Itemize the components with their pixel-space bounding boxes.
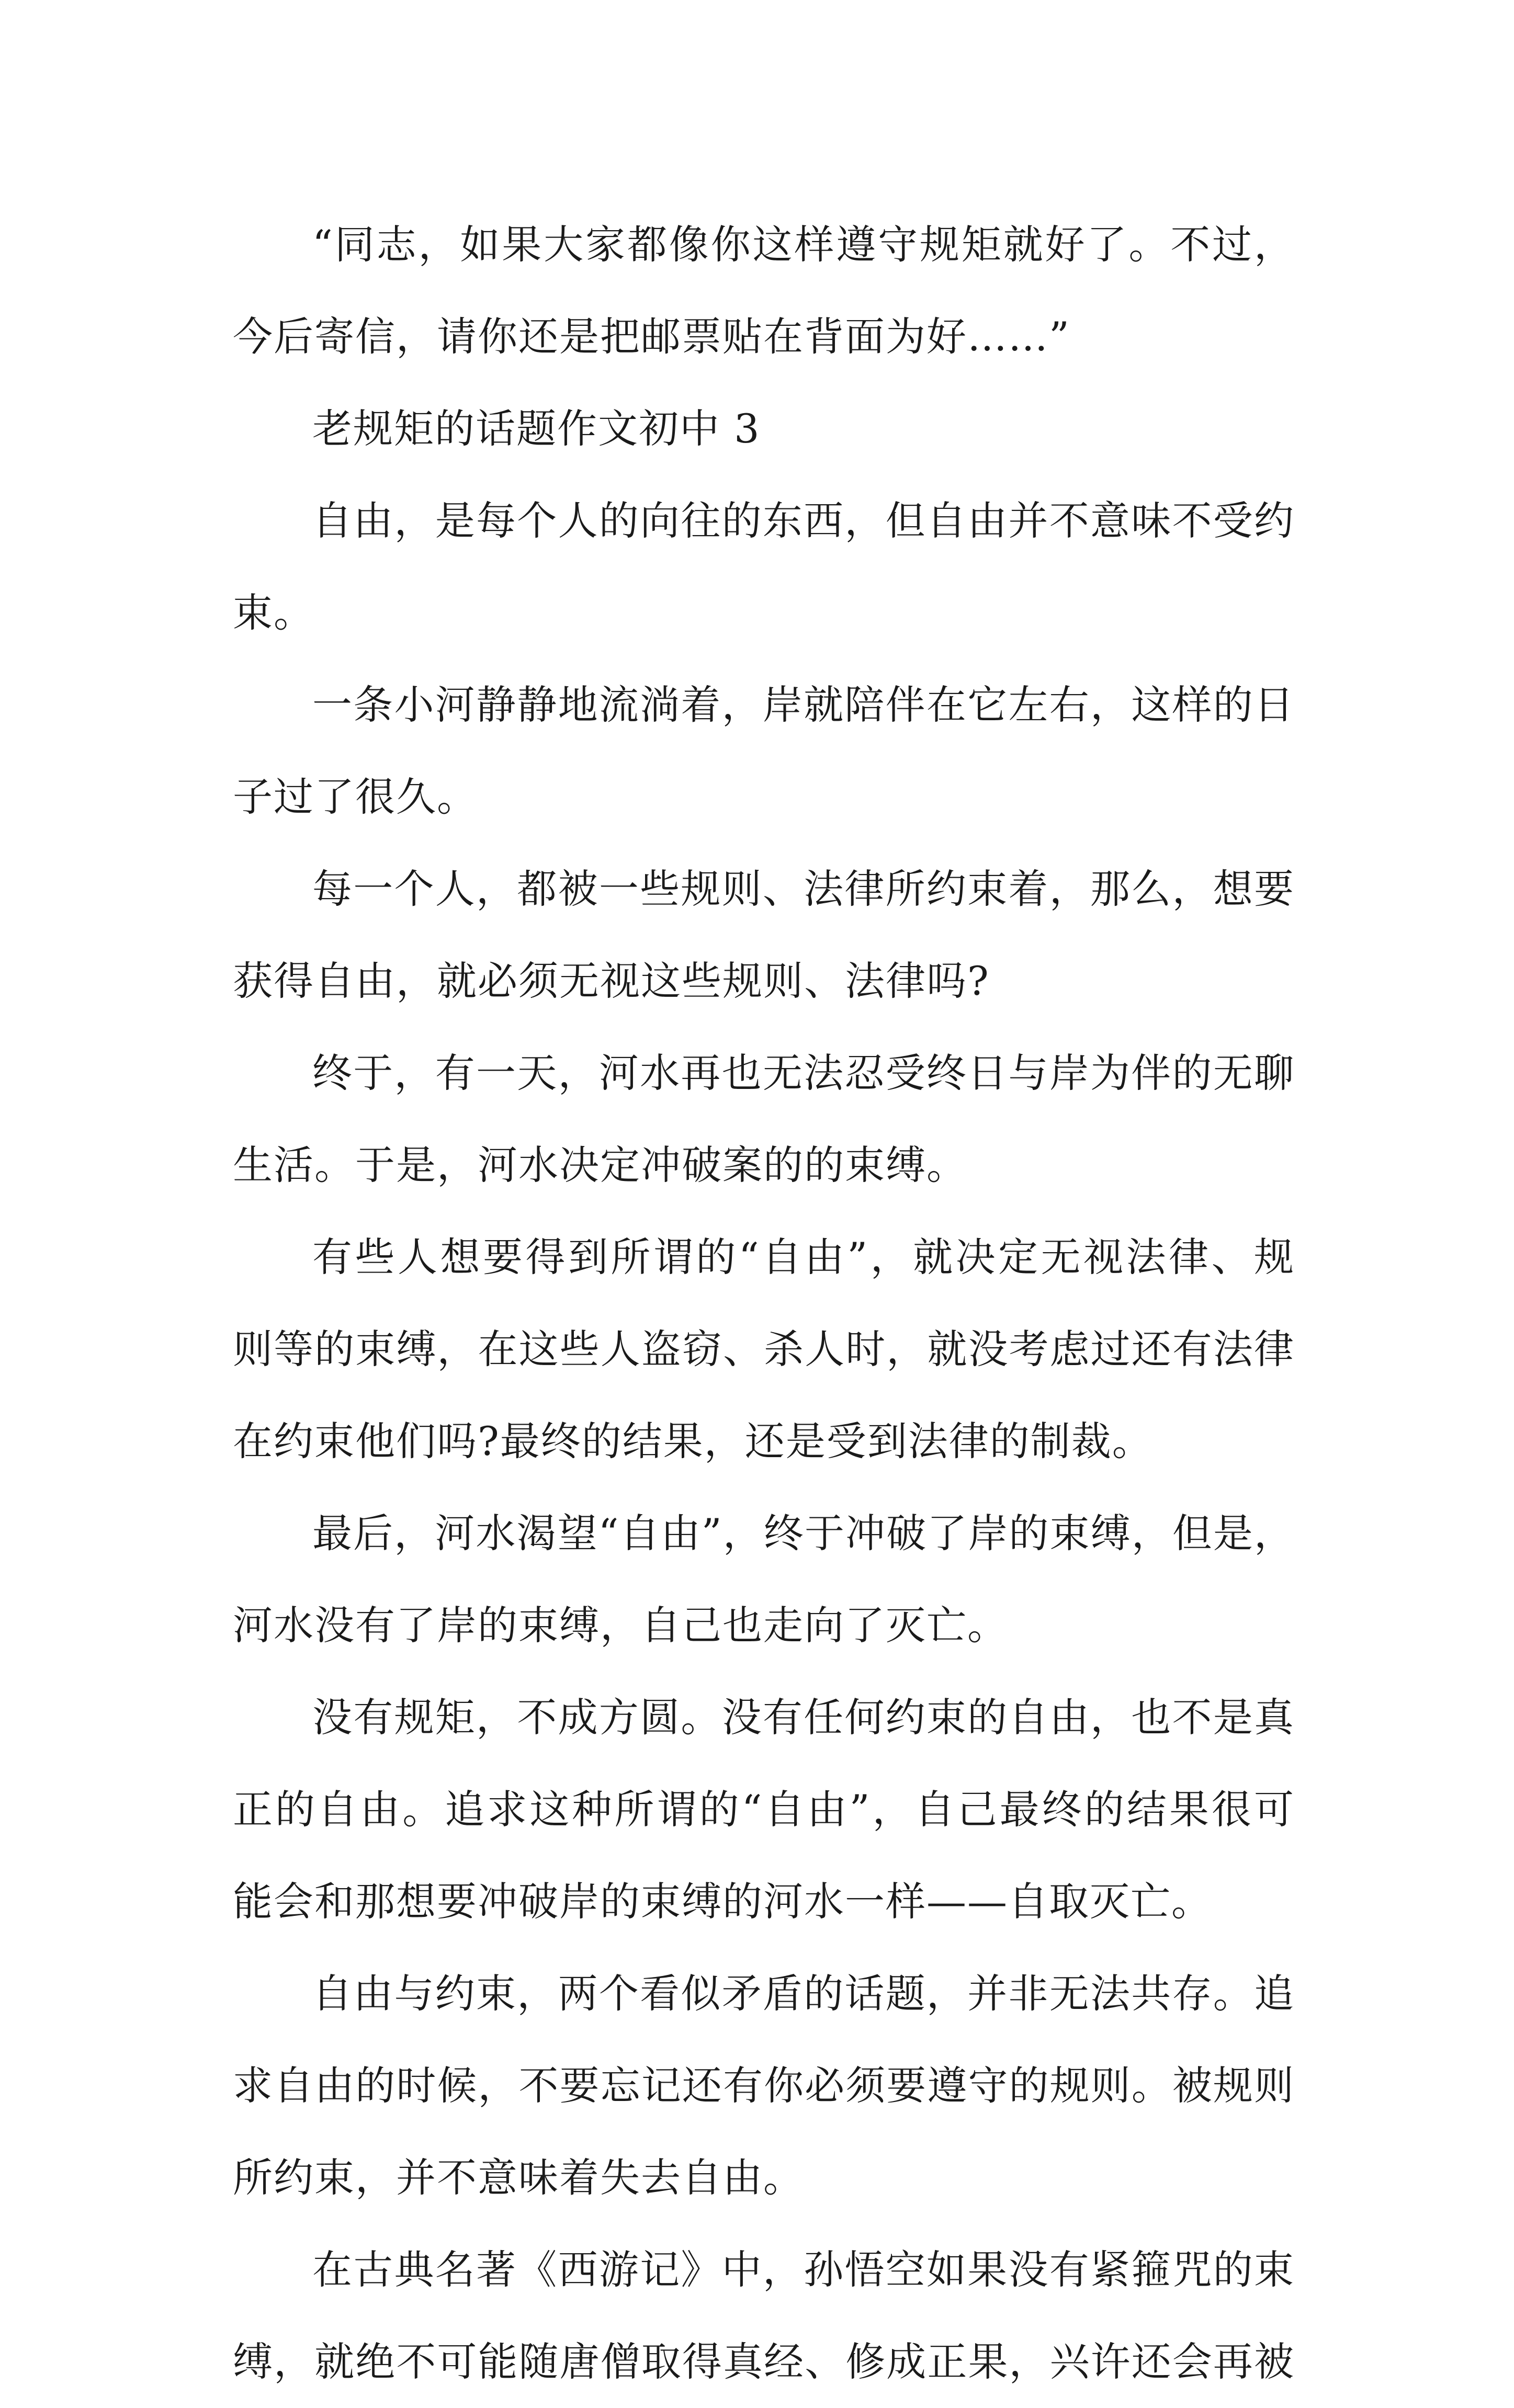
text-line: 最后，河水渴望“自由”，终于冲破了岸的束缚，但是， <box>312 1510 1295 1557</box>
text-line: 没有规矩，不成方圆。没有任何约束的自由，也不是真 <box>312 1694 1295 1741</box>
text-line: 束。 <box>233 589 314 636</box>
text-line: 生活。于是，河水决定冲破案的的束缚。 <box>233 1142 967 1188</box>
text-line: 有些人想要得到所谓的“自由”，就决定无视法律、规 <box>312 1234 1295 1280</box>
text-line: 求自由的时候，不要忘记还有你必须要遵守的规则。被规则 <box>233 2062 1295 2109</box>
document-body <box>233 199 1295 2408</box>
section-heading: 老规矩的话题作文初中 3 <box>312 405 761 452</box>
text-line: 自由与约束，两个看似矛盾的话题，并非无法共存。追 <box>312 1970 1295 2017</box>
text-line: 正的自由。追求这种所谓的“自由”，自己最终的结果很可 <box>233 1786 1295 1833</box>
text-line: 所约束，并不意味着失去自由。 <box>233 2154 804 2201</box>
text-line: 在古典名著《西游记》中，孙悟空如果没有紧箍咒的束 <box>312 2246 1295 2293</box>
text-line: 自由，是每个人的向往的东西，但自由并不意味不受约 <box>312 497 1295 544</box>
text-line: 缚，就绝不可能随唐僧取得真经、修成正果，兴许还会再被 <box>233 2338 1295 2385</box>
text-line: 终于，有一天，河水再也无法忍受终日与岸为伴的无聊 <box>312 1050 1295 1096</box>
text-line: 则等的束缚，在这些人盗窃、杀人时，就没考虑过还有法律 <box>233 1326 1295 1372</box>
text-line: 子过了很久。 <box>233 774 478 820</box>
text-line: 能会和那想要冲破岸的束缚的河水一样——自取灭亡。 <box>233 1878 1212 1925</box>
text-line: “同志，如果大家都像你这样遵守规矩就好了。不过， <box>312 221 1295 268</box>
text-line: 河水没有了岸的束缚，自己也走向了灭亡。 <box>233 1602 1008 1649</box>
text-line: 一条小河静静地流淌着，岸就陪伴在它左右，这样的日 <box>312 681 1295 728</box>
text-line: 获得自由，就必须无视这些规则、法律吗? <box>233 958 990 1004</box>
text-line: 今后寄信，请你还是把邮票贴在背面为好……” <box>233 313 1070 360</box>
text-line: 在约束他们吗?最终的结果，还是受到法律的制裁。 <box>233 1418 1153 1464</box>
text-line: 每一个人，都被一些规则、法律所约束着，那么，想要 <box>312 866 1295 912</box>
